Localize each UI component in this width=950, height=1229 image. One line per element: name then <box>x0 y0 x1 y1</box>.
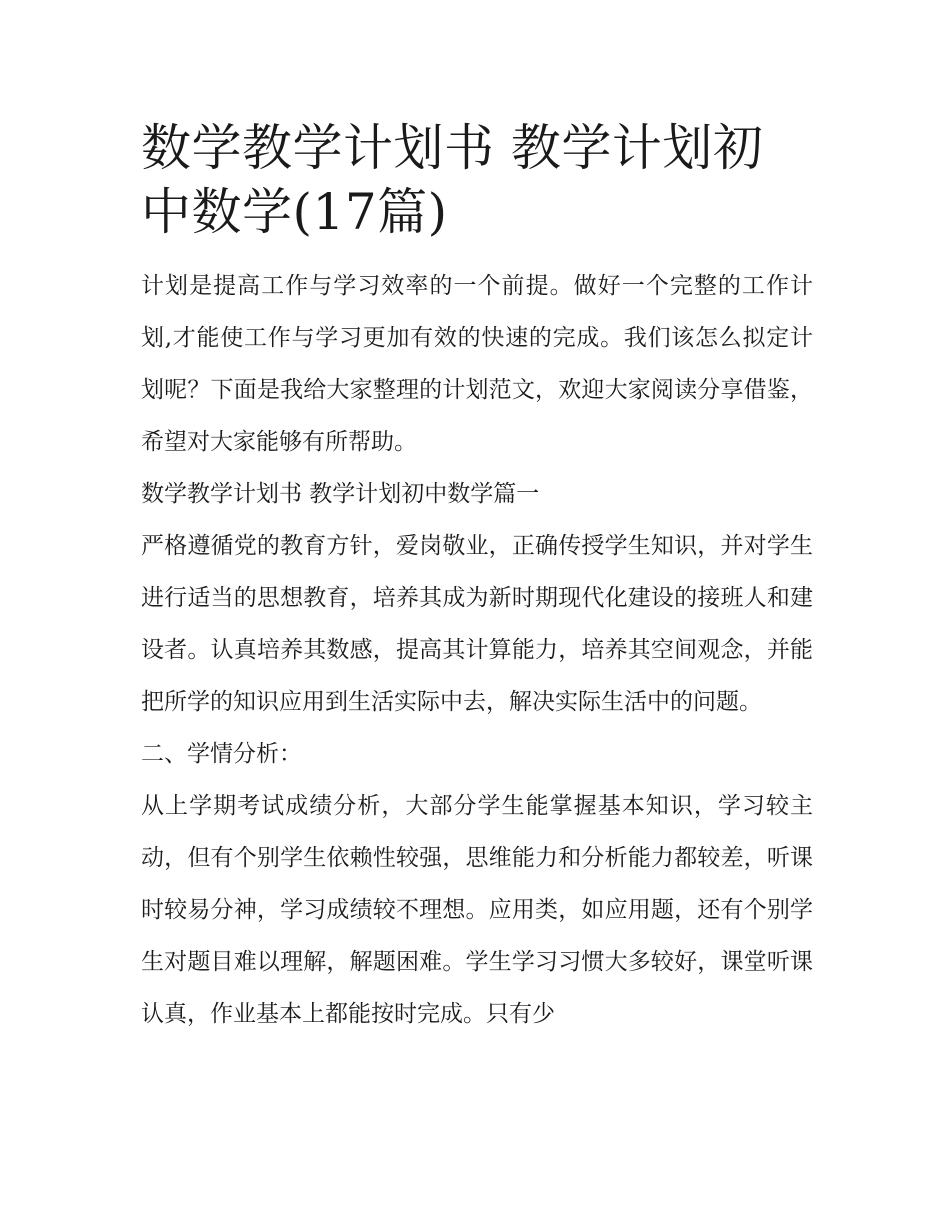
document-body <box>141 116 813 1040</box>
section-heading-student-analysis: 二、学情分析： <box>141 741 302 767</box>
student-analysis-paragraph: 从上学期考试成绩分析，大部分学生能掌握基本知识，学习较主动，但有个别学生依赖性较强，思维能力和分析能力都较差，听课时较易分神，学习成绩较不理想。应用类，如应用题，还有个别学生对题目难以理解，解题困难。学生学习习惯大多较好，课堂听课认真，作业基本上都能按时完成。只有少 <box>141 793 813 1027</box>
intro-paragraph: 计划是提高工作与学习效率的一个前提。做好一个完整的工作计划,才能使工作与学习更加有效的快速的完成。我们该怎么拟定计划呢？下面是我给大家整理的计划范文，欢迎大家阅读分享借鉴，希望对大家能够有所帮助。 <box>141 273 813 455</box>
teaching-goal-paragraph: 严格遵循党的教育方针，爱岗敬业，正确传授学生知识，并对学生进行适当的思想教育，培养其成为新时期现代化建设的接班人和建设者。认真培养其数感，提高其计算能力，培养其空间观念，并能把所学的知识应用到生活实际中去，解决实际生活中的问题。 <box>141 533 813 715</box>
document-title: 数学教学计划书 教学计划初中数学(17篇) <box>141 119 764 241</box>
section-heading-part-one: 数学教学计划书 教学计划初中数学篇一 <box>141 481 540 507</box>
